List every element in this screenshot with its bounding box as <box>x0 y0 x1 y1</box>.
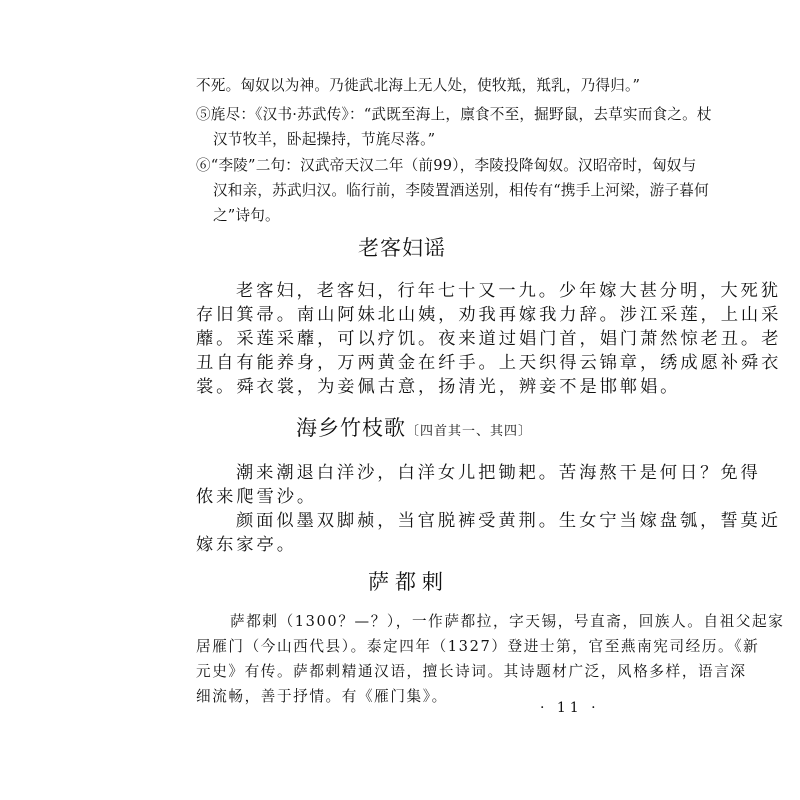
bio-line: 萨都剌（1300？—？），一作萨都拉，字天锡，号直斋，回族人。自祖父起家 <box>230 613 785 630</box>
page-number: · 11 · <box>540 700 600 716</box>
bio-line: 居雁门（今山西代县）。泰定四年（1327）登进士第，官至燕南宪司经历。《新 <box>196 638 760 655</box>
author-title: 萨都剌 <box>368 570 449 594</box>
poem-line: 老客妇，老客妇，行年七十又一九。少年嫁大甚分明，大死犹 <box>236 281 781 301</box>
note-line: 汉和亲，苏武归汉。临行前，李陵置酒送别，相传有“携手上河梁，游子暮何 <box>213 182 709 199</box>
note-6: ⑥“李陵”二句：汉武帝天汉二年（前99），李陵投降匈奴。汉昭帝时，匈奴与 <box>196 157 697 174</box>
poem-line: 潮来潮退白洋沙，白洋女儿把锄耙。苦海熬干是何日？免得 <box>236 463 761 483</box>
poem-title: 老客妇谣 <box>358 236 446 260</box>
poem-line: 嫁东家亭。 <box>196 535 297 555</box>
note-line: 汉节牧羊，卧起操持，节旄尽落。” <box>213 131 436 148</box>
poem-title <box>296 412 532 442</box>
bio-line: 元史》有传。萨都剌精通汉语，擅长诗词。其诗题材广泛，风格多样，语言深 <box>196 663 747 680</box>
poem-line: 裳。舜衣裳，为妾佩古意，扬清光，辨妾不是邯郸娼。 <box>196 377 681 397</box>
poem-line: 侬来爬雪沙。 <box>196 487 318 507</box>
note-line: 不死。匈奴以为神。乃徙武北海上无人处，使牧羝，羝乳，乃得归。” <box>196 77 641 94</box>
poem-line: 颜面似墨双脚赪，当官脱裤受黄荆。生女宁当嫁盘瓠，誓莫近 <box>236 511 781 531</box>
poem-title-text: 海乡竹枝歌 <box>296 416 406 440</box>
poem-line: 存旧箕帚。南山阿妹北山姨，劝我再嫁我力辞。涉江采莲，上山采 <box>196 305 782 325</box>
note-5: ⑤旄尽：《汉书·苏武传》：“武既至海上，廪食不至，掘野鼠，去草实而食之。杖 <box>196 106 712 123</box>
note-line: 之”诗句。 <box>213 207 280 224</box>
poem-line: 丑自有能养身，万两黄金在纤手。上天织得云锦章，绣成愿补舜衣 <box>196 353 782 373</box>
poem-subtitle: 〔四首其一、其四〕 <box>406 424 533 439</box>
bio-line: 细流畅，善于抒情。有《雁门集》。 <box>196 688 448 705</box>
poem-line: 蘼。采莲采蘼，可以疗饥。夜来道过娼门首，娼门萧然惊老丑。老 <box>196 329 782 349</box>
